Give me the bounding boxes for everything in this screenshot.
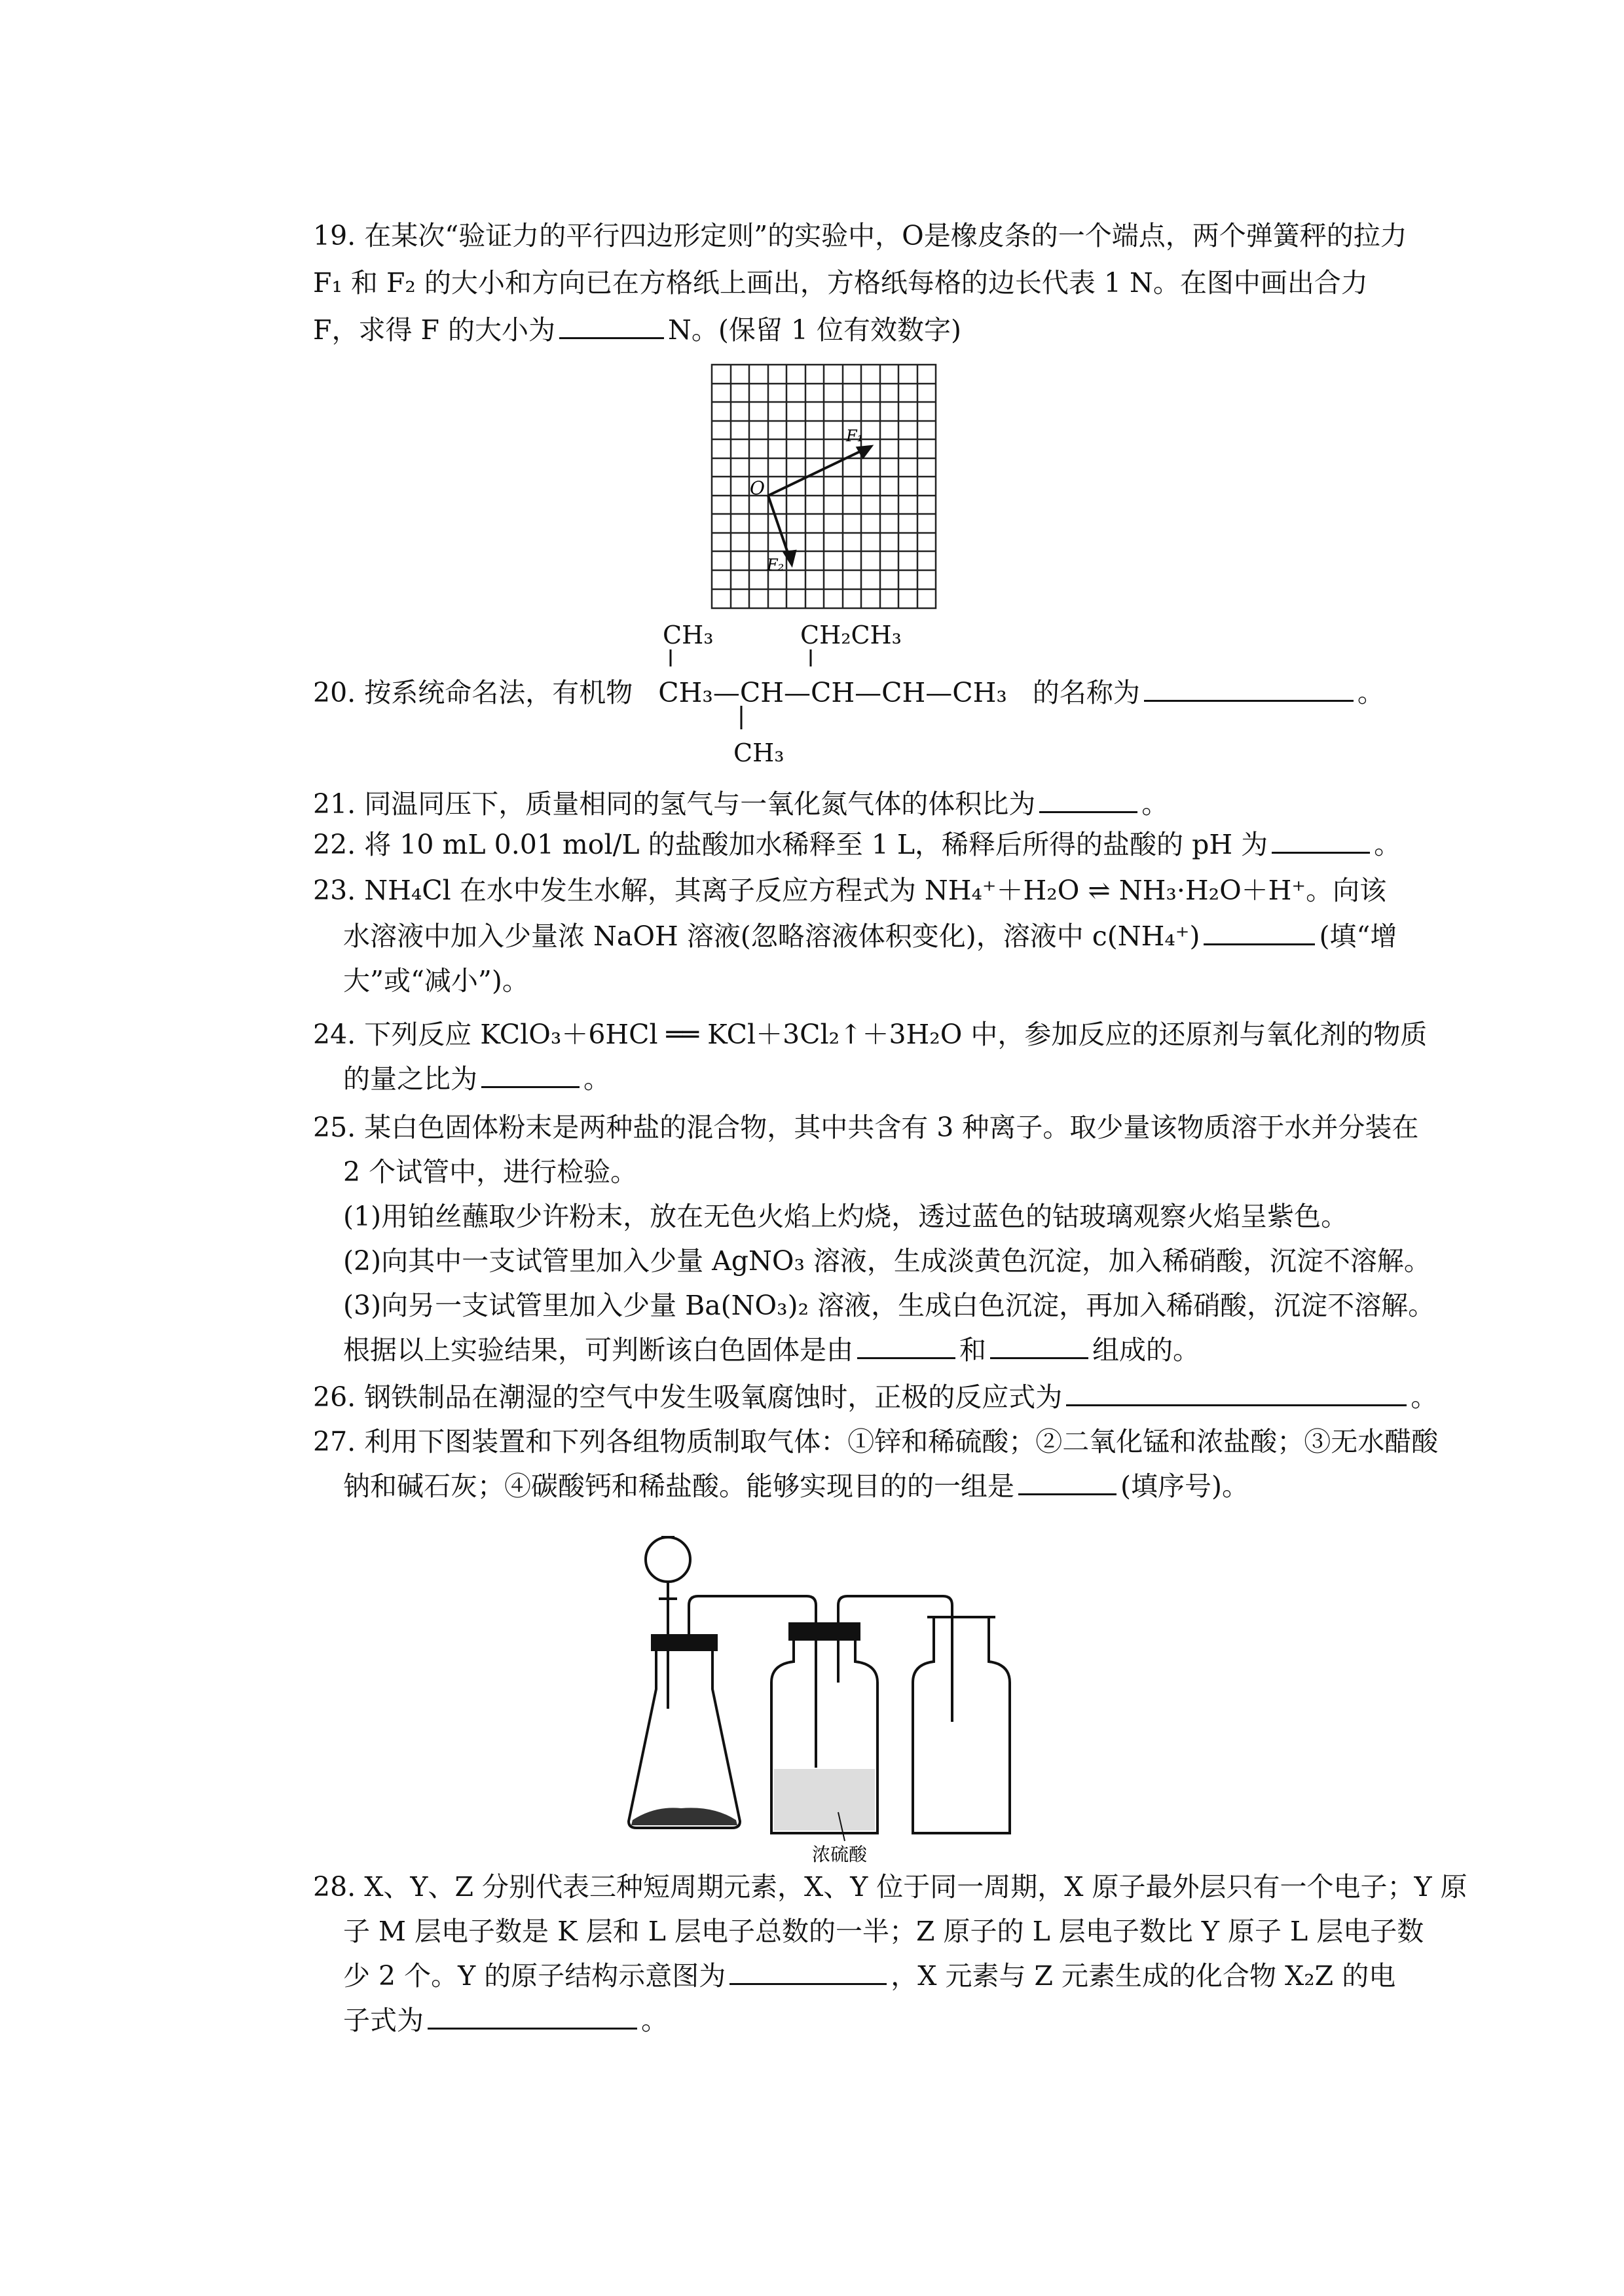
q23-line2 xyxy=(343,920,1397,952)
flask-stopper xyxy=(652,1635,716,1650)
q25-sub3: (3)向另一支试管里加入少量 Ba(NO₃)₂ 溶液，生成白色沉淀，再加入稀硝酸，沉淀不溶解。 xyxy=(343,1290,1435,1321)
q19-line2: F₁ 和 F₂ 的大小和方向已在方格纸上画出，方格纸每格的边长代表 1 N。在图中画出合力 xyxy=(313,267,1368,299)
q28-line4 xyxy=(343,2007,668,2034)
q26-text: 26. 钢铁制品在潮湿的空气中发生吸氧腐蚀时，正极的反应式为 xyxy=(313,1381,1063,1413)
point-o-label: O xyxy=(750,477,765,499)
q23-line1: 23. NH₄Cl 在水中发生水解，其离子反应方程式为 NH₄⁺＋H₂O ⇌ NH₃·H₂O＋H⁺。向该 xyxy=(313,875,1387,906)
q24-answer-blank[interactable] xyxy=(481,1085,580,1088)
force-grid-figure xyxy=(706,359,942,614)
q25-concl-mid: 和 xyxy=(959,1334,986,1366)
q20-branch-top-right: CH₂CH₃ xyxy=(800,621,902,649)
q24-line2-post: 。 xyxy=(583,1063,610,1095)
q24-line2 xyxy=(343,1063,610,1095)
q26-answer-blank[interactable] xyxy=(1066,1404,1407,1406)
q24-line1: 24. 下列反应 KClO₃＋6HCl ══ KCl＋3Cl₂↑＋3H₂O 中，参加反应的还原剂与氧化剂的物质 xyxy=(313,1019,1428,1050)
q25-line1: 25. 某白色固体粉末是两种盐的混合物，其中共含有 3 种离子。取少量该物质溶于水并分装在 xyxy=(313,1112,1419,1143)
q21-line xyxy=(313,788,1169,820)
collecting-bottle xyxy=(913,1617,1010,1833)
grid-lines xyxy=(712,365,936,608)
q24-line2-pre: 的量之比为 xyxy=(343,1063,477,1095)
q25-sub2: (2)向其中一支试管里加入少量 AgNO₃ 溶液，生成淡黄色沉淀，加入稀硝酸，沉淀不溶解。 xyxy=(343,1245,1431,1277)
q27-line1: 27. 利用下图装置和下列各组物质制取气体：①锌和稀硫酸；②二氧化锰和浓盐酸；③无水醋酸 xyxy=(313,1426,1439,1457)
q28-line4-pre: 子式为 xyxy=(343,2005,424,2036)
q28-line3-pre: 少 2 个。Y 的原子结构示意图为 xyxy=(343,1960,726,1992)
q28-line3 xyxy=(343,1960,1396,1992)
f1-label: F₁ xyxy=(846,427,864,445)
q19-line1: 19. 在某次“验证力的平行四边形定则”的实验中，O是橡皮条的一个端点，两个弹簧秤的拉力 xyxy=(313,220,1407,251)
q23-line2-post: (填“增 xyxy=(1319,920,1397,952)
q25-answer-blank-1[interactable] xyxy=(857,1357,955,1359)
q25-conclusion xyxy=(343,1334,1200,1366)
q23-line2-pre: 水溶液中加入少量浓 NaOH 溶液(忽略溶液体积变化)，溶液中 c(NH₄⁺) xyxy=(343,920,1200,952)
f1-arrowhead xyxy=(858,446,871,457)
q26-end: 。 xyxy=(1411,1381,1438,1413)
q28-line2: 子 M 层电子数是 K 层和 L 层电子总数的一半；Z 原子的 L 层电子数比 Y 原子 L 层电子数 xyxy=(343,1916,1424,1947)
q21-end: 。 xyxy=(1141,788,1169,820)
q22-text: 22. 将 10 mL 0.01 mol/L 的盐酸加水稀释至 1 L，稀释后所得的盐酸的 pH 为 xyxy=(313,829,1268,860)
q25-concl-post: 组成的。 xyxy=(1092,1334,1200,1366)
q20-answer-blank[interactable] xyxy=(1144,699,1354,702)
q28-line3-post: ，X 元素与 Z 元素生成的化合物 X₂Z 的电 xyxy=(891,1960,1396,1992)
q22-end: 。 xyxy=(1374,829,1401,860)
q25-answer-blank-2[interactable] xyxy=(990,1357,1088,1359)
q28-line1: 28. X、Y、Z 分别代表三种短周期元素，X、Y 位于同一周期，X 原子最外层只有一个电子；Y 原 xyxy=(313,1871,1467,1903)
funnel-bulb xyxy=(646,1537,690,1582)
gas-apparatus-figure xyxy=(616,1525,1022,1866)
q19-line3 xyxy=(313,314,961,346)
q22-line xyxy=(313,831,1401,858)
conical-flask xyxy=(629,1649,740,1828)
q20-branch-top-left: CH₃ xyxy=(663,621,714,649)
q28-answer-blank-1[interactable] xyxy=(729,1982,887,1985)
q28-answer-blank-2[interactable] xyxy=(428,2027,637,2030)
q20-suffix: 的名称为 xyxy=(1032,677,1140,708)
q21-answer-blank[interactable] xyxy=(1039,811,1137,813)
q22-answer-blank[interactable] xyxy=(1272,851,1370,854)
q26-line xyxy=(313,1381,1438,1413)
q23-line3: 大”或“减小”)。 xyxy=(343,965,529,996)
q20-main-chain: CH₃—CH—CH—CH—CH₃ xyxy=(658,677,1007,708)
q19-answer-blank[interactable] xyxy=(559,337,664,339)
q27-line2-post: (填序号)。 xyxy=(1120,1470,1249,1502)
q23-answer-blank[interactable] xyxy=(1204,943,1315,945)
q25-line2: 2 个试管中，进行检验。 xyxy=(343,1156,638,1188)
q20-end: 。 xyxy=(1357,677,1384,708)
flask-solid xyxy=(631,1808,737,1825)
q21-text: 21. 同温同压下，质量相同的氢气与一氧化氮气体的体积比为 xyxy=(313,788,1036,820)
q20-branch-bottom: CH₃ xyxy=(733,738,784,767)
q27-line2 xyxy=(343,1470,1249,1502)
q19-line3-pre: F，求得 F 的大小为 xyxy=(313,314,555,346)
q20-prefix: 20. 按系统命名法，有机物 xyxy=(313,677,633,708)
q20-line xyxy=(313,677,1384,708)
q25-concl-pre: 根据以上实验结果，可判断该白色固体是由 xyxy=(343,1334,853,1366)
q28-line4-post: 。 xyxy=(641,2005,668,2036)
q25-sub1: (1)用铂丝蘸取少许粉末，放在无色火焰上灼烧，透过蓝色的钴玻璃观察火焰呈紫色。 xyxy=(343,1201,1348,1232)
sulfuric-acid-liquid xyxy=(774,1769,875,1831)
f1-vector xyxy=(768,448,866,496)
bottle-stopper xyxy=(790,1624,859,1639)
q19-line3-post: N。(保留 1 位有效数字) xyxy=(667,314,961,346)
f2-label: F₂ xyxy=(767,556,784,574)
q27-answer-blank[interactable] xyxy=(1018,1493,1116,1495)
q27-line2-pre: 钠和碱石灰；④碳酸钙和稀盐酸。能够实现目的的一组是 xyxy=(343,1470,1014,1502)
sulfuric-acid-label: 浓硫酸 xyxy=(812,1844,868,1865)
delivery-tube-1 xyxy=(689,1596,816,1768)
